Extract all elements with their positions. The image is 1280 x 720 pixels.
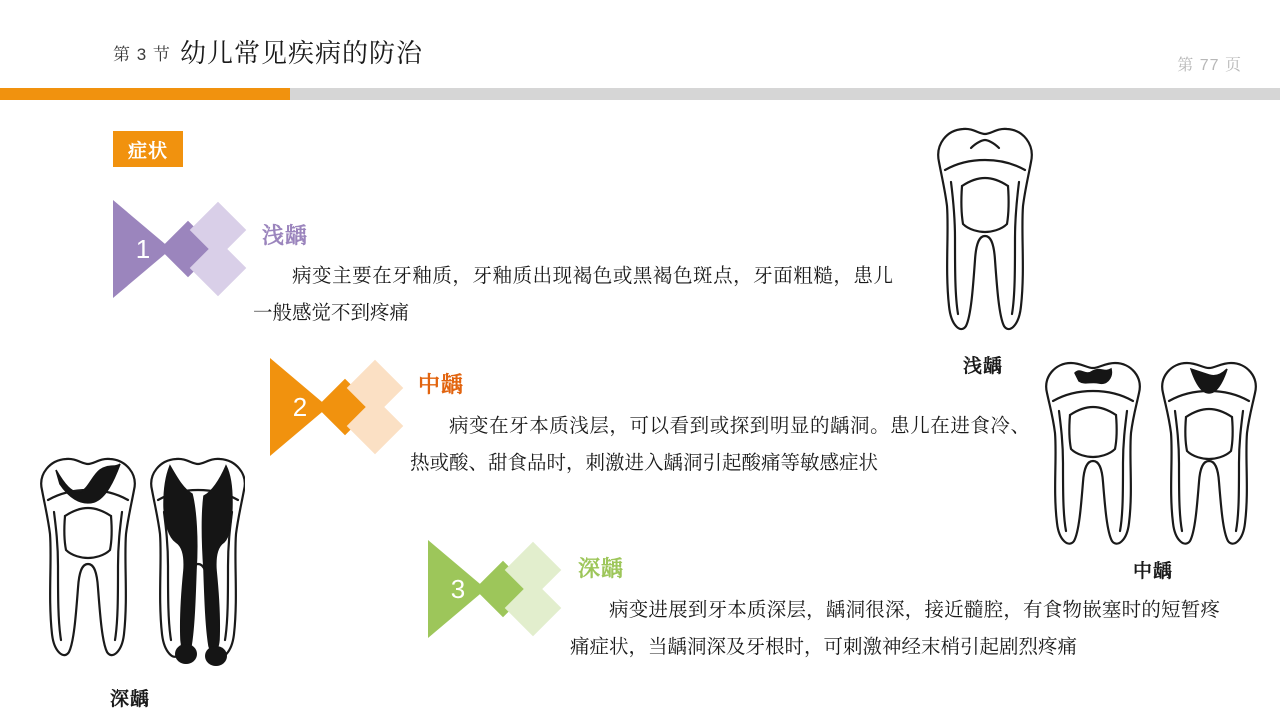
item-body-2: 病变在牙本质浅层，可以看到或探到明显的龋洞。患儿在进食冷、热或酸、甜食品时，刺激进入龋洞引起酸痛等敏感症状 [410, 415, 1030, 474]
header-divider-accent [0, 88, 290, 100]
marker-number-1: 1 [135, 234, 151, 264]
page-number: 第 77 页 [1177, 57, 1242, 74]
tooth-deep-caries-illustration [30, 450, 245, 675]
slide-header [0, 0, 1280, 95]
caption-medium: 中龋 [1133, 561, 1174, 582]
tooth-medium-caries-illustration [1035, 355, 1265, 555]
marker-1 [113, 200, 263, 298]
marker-3 [428, 540, 578, 638]
marker-number-3: 3 [450, 574, 466, 604]
item-body-3: 病变进展到牙本质深层，龋洞很深，接近髓腔，有食物嵌塞时的短暂疼痛症状，当龋洞深及牙根时，可刺激神经末梢引起剧烈疼痛 [570, 599, 1220, 658]
symptom-tag: 症状 [113, 131, 183, 167]
page-title: 幼儿常见疾病的防治 [180, 38, 424, 68]
tooth-shallow-caries-illustration [925, 120, 1045, 345]
item-heading-3: 深龋 [578, 556, 625, 581]
caption-shallow: 浅龋 [963, 356, 1004, 377]
item-heading-2: 中龋 [418, 372, 465, 397]
marker-2 [270, 358, 420, 456]
item-body-1: 病变主要在牙釉质，牙釉质出现褐色或黑褐色斑点，牙面粗糙，患儿一般感觉不到疼痛 [253, 265, 893, 324]
marker-number-2: 2 [292, 392, 308, 422]
section-label: 第 3 节 [113, 45, 171, 64]
caption-deep: 深龋 [110, 689, 151, 710]
item-heading-1: 浅龋 [262, 223, 309, 248]
